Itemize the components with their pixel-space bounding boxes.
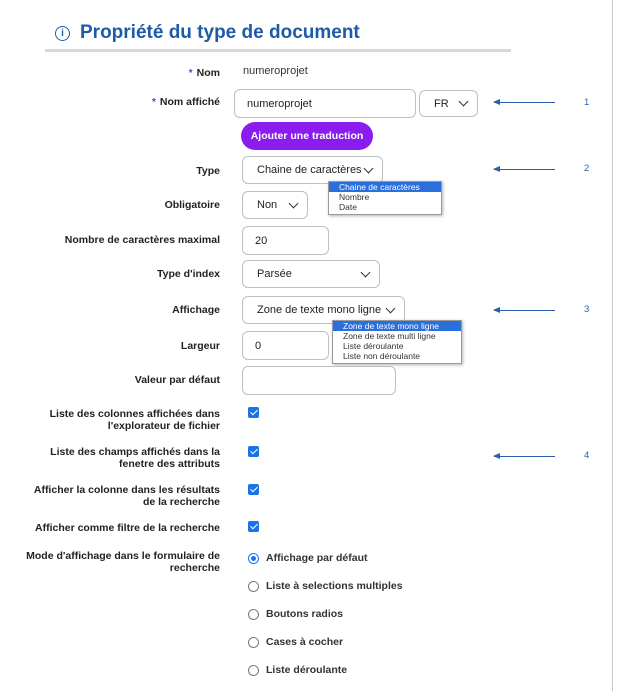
affichage-option[interactable]: Liste déroulante <box>343 341 404 351</box>
largeur-input[interactable]: 0 <box>242 331 329 360</box>
radio-cases-cocher[interactable]: Cases à cocher <box>248 636 343 648</box>
check-label-resultats: Afficher la colonne dans les résultats de la recherche <box>33 484 220 508</box>
affichage-option[interactable]: Zone de texte mono ligne <box>333 321 461 331</box>
callout-3: 3 <box>584 304 590 315</box>
type-select[interactable]: Chaine de caractères <box>242 156 383 184</box>
check-label-filtre: Afficher comme filtre de la recherche <box>35 522 220 534</box>
radio-icon[interactable] <box>248 581 259 592</box>
affichage-dropdown-list <box>332 320 462 364</box>
chevron-down-icon <box>361 267 371 277</box>
affichage-option[interactable]: Zone de texte multi ligne <box>343 331 436 341</box>
callout-4: 4 <box>584 450 590 461</box>
right-border <box>612 0 613 691</box>
check-label-attributs: Liste des champs affichés dans la fenetre des attributs <box>50 446 220 470</box>
arrow-left-icon <box>494 456 555 457</box>
mode-affichage-label: Mode d'affichage dans le formulaire de recherche <box>26 550 220 574</box>
type-index-select[interactable]: Parsée <box>242 260 380 288</box>
largeur-label: Largeur <box>180 340 220 352</box>
nom-affiche-label: * Nom affiché <box>151 96 220 108</box>
radio-liste-multiples[interactable]: Liste à selections multiples <box>248 580 403 592</box>
nom-label: * Nom <box>188 67 220 79</box>
nb-max-label: Nombre de caractères maximal <box>64 234 220 246</box>
obligatoire-select[interactable]: Non <box>242 191 308 219</box>
type-option[interactable]: Nombre <box>339 192 370 202</box>
page-title <box>55 22 360 44</box>
affichage-select[interactable]: Zone de texte mono ligne <box>242 296 405 324</box>
chevron-down-icon <box>459 97 469 107</box>
type-option[interactable]: Date <box>339 202 357 212</box>
nom-affiche-input[interactable]: numeroprojet <box>234 89 416 118</box>
nom-value: numeroprojet <box>243 65 308 77</box>
type-index-label: Type d'index <box>157 268 220 280</box>
type-option[interactable]: Chaine de caractères <box>329 182 441 192</box>
arrow-left-icon <box>494 169 555 170</box>
nb-max-input[interactable]: 20 <box>242 226 329 255</box>
callout-2: 2 <box>584 163 590 174</box>
language-select[interactable]: FR <box>419 90 478 117</box>
radio-icon[interactable] <box>248 637 259 648</box>
type-dropdown-list <box>328 181 442 215</box>
info-icon: i <box>55 26 70 41</box>
affichage-label: Affichage <box>172 304 220 316</box>
callout-1: 1 <box>584 97 590 108</box>
radio-icon[interactable] <box>248 665 259 676</box>
checkbox-attributs[interactable] <box>248 446 259 457</box>
radio-checked-icon[interactable] <box>248 553 259 564</box>
page-title-text: Propriété du type de document <box>80 22 360 43</box>
affichage-option[interactable]: Liste non déroulante <box>343 351 421 361</box>
checkbox-filtre[interactable] <box>248 521 259 532</box>
valeur-defaut-input[interactable] <box>242 366 396 395</box>
check-label-explorateur: Liste des colonnes affichées dans l'explorateur de fichier <box>49 408 220 432</box>
checkbox-resultats[interactable] <box>248 484 259 495</box>
radio-icon[interactable] <box>248 609 259 620</box>
radio-boutons-radios[interactable]: Boutons radios <box>248 608 343 620</box>
arrow-left-icon <box>494 102 555 103</box>
chevron-down-icon <box>364 163 374 173</box>
checkbox-explorateur[interactable] <box>248 407 259 418</box>
valeur-defaut-label: Valeur par défaut <box>134 374 220 386</box>
radio-liste-deroulante[interactable]: Liste déroulante <box>248 664 347 676</box>
type-label: Type <box>196 165 220 177</box>
chevron-down-icon <box>289 198 299 208</box>
title-underline <box>45 49 511 52</box>
chevron-down-icon <box>386 303 396 313</box>
obligatoire-label: Obligatoire <box>164 199 220 211</box>
radio-affichage-defaut[interactable]: Affichage par défaut <box>248 552 368 564</box>
add-translation-button[interactable]: Ajouter une traduction <box>241 122 373 150</box>
arrow-left-icon <box>494 310 555 311</box>
